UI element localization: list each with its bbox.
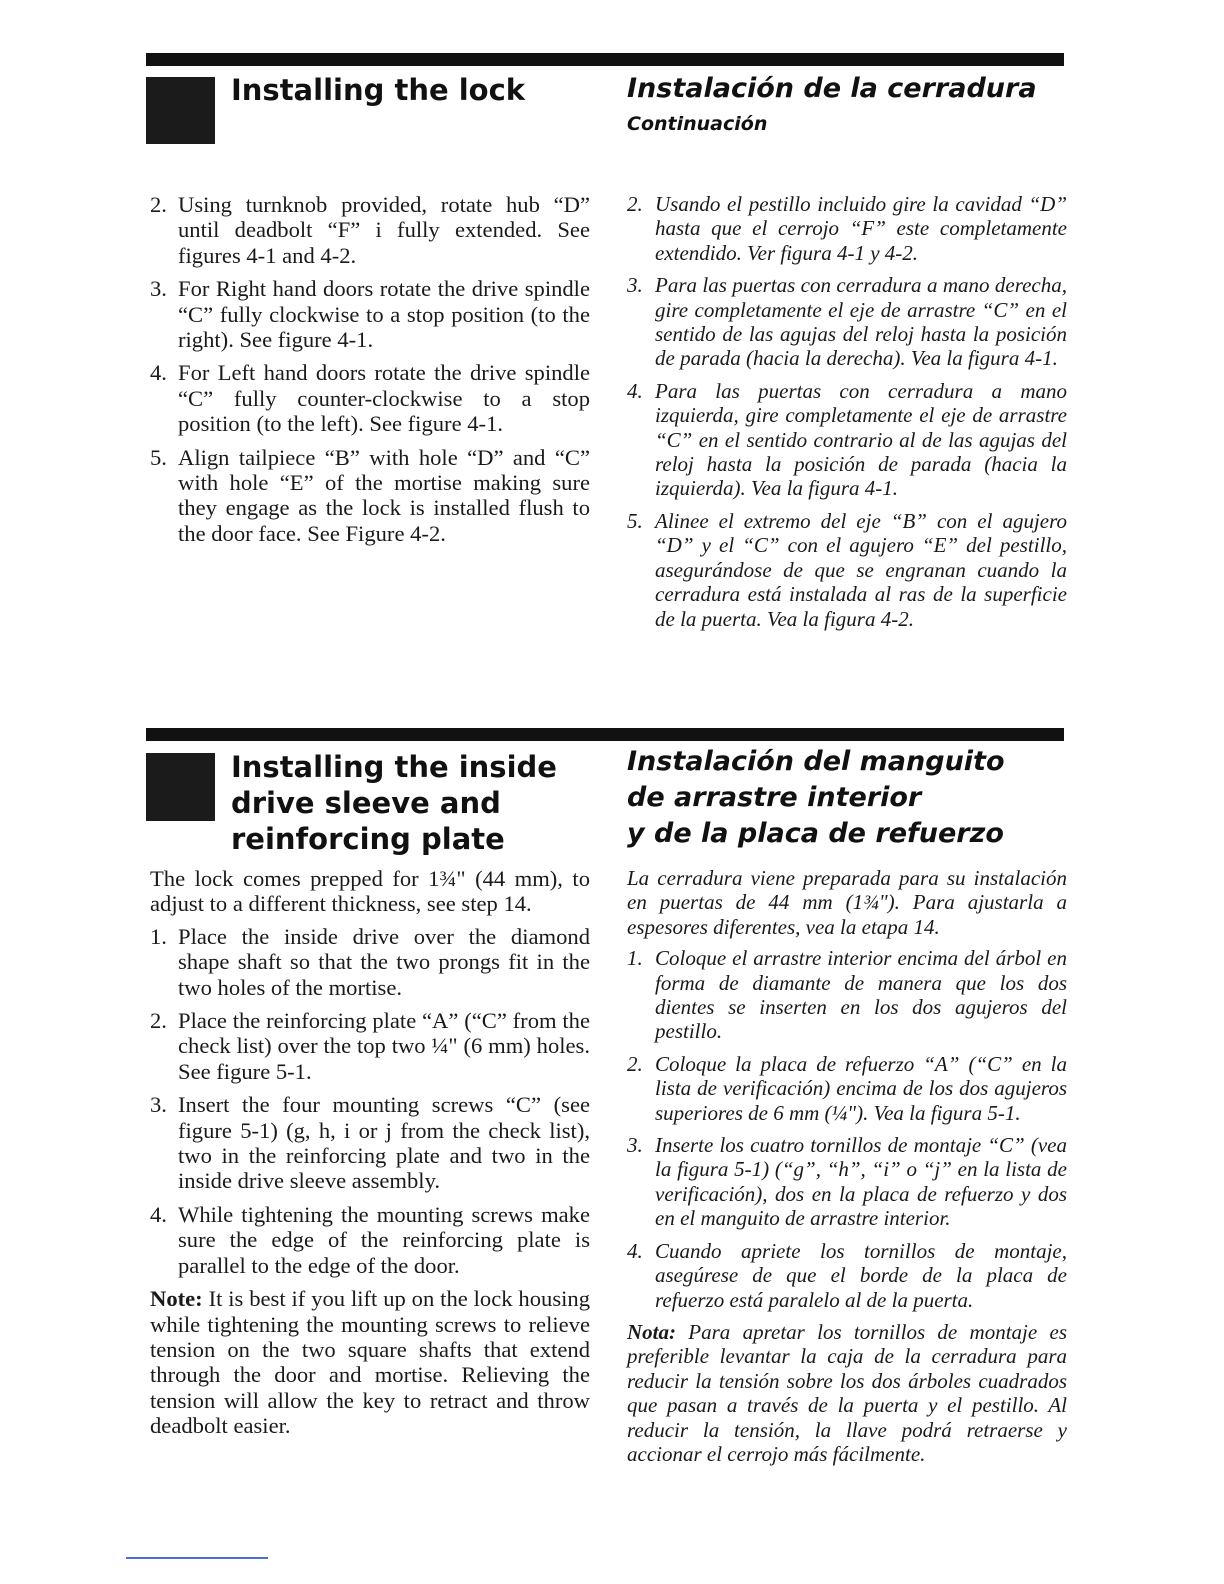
step-number: 5.	[150, 444, 167, 470]
section-title-line: y de la placa de refuerzo	[627, 818, 1004, 849]
step-text: Para las puertas con cerradura a mano derecha, gire completamente el eje de arrastre “C” en el sentido de las agujas del reloj hasta la posición de parada (hacia la derecha). Vea la figura 4-1.	[655, 273, 1067, 371]
step-text: Usando el pestillo incluido gire la cavidad “D” hasta que el cerrojo “F” este completamente extendido. Ver figura 4-1 y 4-2.	[655, 192, 1067, 265]
list-item	[627, 1052, 1067, 1125]
step-text: Inserte los cuatro tornillos de montaje “C” (vea la figura 5-1) (“g”, “h”, “i” o “j” en la lista de verificación), dos en la placa de refuerzo y dos en el manguito de arrastre interior.	[655, 1133, 1067, 1231]
step-number: 4.	[150, 1201, 167, 1227]
section-marker-block	[146, 753, 215, 821]
note-label: Note:	[150, 1286, 203, 1312]
note-label: Nota:	[627, 1319, 676, 1344]
step-number: 4.	[627, 378, 643, 403]
list-item	[627, 946, 1067, 1044]
step-text: Para las puertas con cerradura a mano izquierda, gire completamente el eje de arrastre “C” en el sentido contrario al de las agujas del reloj hasta la posición de parada (hacia la izquierda). Vea la figura 4-1.	[655, 378, 1067, 501]
step-text: Using turnknob provided, rotate hub “D” until deadbolt “F” i fully extended. See figures 4-1 and 4-2.	[178, 192, 590, 268]
step-number: 1.	[627, 946, 643, 971]
step-text: Align tailpiece “B” with hole “D” and “C” with hole “E” of the mortise making sure they engage as the lock is installed flush to the door face. See Figure 4-2.	[178, 444, 590, 546]
step-number: 2.	[150, 192, 167, 217]
note-paragraph	[627, 1320, 1067, 1466]
note-text: It is best if you lift up on the lock housing while tightening the mounting screws to relieve tension on the two square shafts that extend through the door and mortise. Relieving the tension will allow the key to retract and throw deadbolt easier.	[150, 1286, 590, 1439]
section-subtitle-es: Continuación	[627, 113, 768, 135]
intro-paragraph: The lock comes prepped for 1¾" (44 mm), to adjust to a different thickness, see step 14.	[150, 866, 590, 917]
section-title-line: reinforcing plate	[231, 822, 505, 856]
section-title-en: Installing the lock	[231, 73, 526, 107]
list-item	[150, 276, 590, 352]
steps-list-es	[627, 192, 1067, 631]
section-title-line: de arrastre interior	[627, 782, 922, 813]
step-number: 3.	[150, 276, 167, 302]
section-title-line: drive sleeve and	[231, 786, 501, 820]
steps-list-en	[150, 192, 590, 546]
list-item	[150, 192, 590, 268]
list-item	[150, 1202, 590, 1278]
steps-list-en	[150, 924, 590, 1278]
list-item	[150, 445, 590, 547]
steps-column-en	[150, 192, 590, 554]
step-text: For Right hand doors rotate the drive spindle “C” fully clockwise to a stop position (to the right). See figure 4-1.	[178, 276, 590, 353]
list-item	[627, 379, 1067, 501]
step-number: 3.	[627, 1133, 643, 1158]
step-number: 1.	[150, 923, 167, 949]
list-item	[627, 192, 1067, 265]
list-item	[150, 1008, 590, 1084]
step-text: Alinee el extremo del eje “B” con el agujero “D” y el “C” con el agujero “E” del pestillo, asegurándose de que se engranan cuando la cerradura está instalada al ras de la superficie de la puerta. Vea la figura 4-2.	[655, 508, 1067, 631]
step-text: Place the reinforcing plate “A” (“C” from the check list) over the top two ¼" (6 mm) holes. See figure 5-1.	[178, 1008, 590, 1084]
body-column-en	[150, 866, 590, 1446]
steps-list-es	[627, 946, 1067, 1312]
step-number: 2.	[627, 192, 643, 216]
section-title-line: Instalación del manguito	[627, 746, 1005, 777]
section-title-line: Installing the inside	[231, 750, 557, 784]
step-number: 3.	[627, 273, 643, 298]
step-number: 2.	[150, 1008, 167, 1034]
footer-link-underline	[126, 1557, 268, 1559]
step-text: For Left hand doors rotate the drive spindle “C” fully counter-clockwise to a stop position (to the left). See figure 4-1.	[178, 360, 590, 437]
steps-column-es	[627, 192, 1067, 639]
section-divider-top	[146, 53, 1064, 66]
step-number: 2.	[627, 1051, 643, 1076]
intro-paragraph: La cerradura viene preparada para su instalación en puertas de 44 mm (1¾"). Para ajustarla a espesores diferentes, vea la etapa 14.	[627, 866, 1067, 939]
step-number: 3.	[150, 1092, 167, 1118]
step-text: Insert the four mounting screws “C” (see figure 5-1) (g, h, i or j from the check list), two in the reinforcing plate and two in the inside drive sleeve assembly.	[178, 1092, 590, 1194]
list-item	[150, 360, 590, 436]
section-title-en	[231, 749, 557, 857]
note-paragraph	[150, 1286, 590, 1438]
step-number: 4.	[150, 360, 167, 386]
list-item	[150, 924, 590, 1000]
step-text: Place the inside drive over the diamond shape shaft so that the two prongs fit in the two holes of the mortise.	[178, 923, 590, 1000]
step-text: Cuando apriete los tornillos de montaje, asegúrese de que el borde de la placa de refuerzo está paralelo al de la puerta.	[655, 1238, 1067, 1312]
list-item	[150, 1092, 590, 1194]
list-item	[627, 1239, 1067, 1312]
body-column-es	[627, 866, 1067, 1473]
step-number: 5.	[627, 508, 643, 533]
step-number: 4.	[627, 1238, 643, 1263]
note-text: Para apretar los tornillos de montaje es preferible levantar la caja de la cerradura para reducir la tensión sobre los dos árboles cuadrados que pasan a través de la puerta y el pestillo. Al reducir la tensión, la llave podrá retraerse y accionar el cerrojo más fácilmente.	[627, 1319, 1067, 1466]
list-item	[627, 273, 1067, 371]
section-title-es: Instalación de la cerradura	[627, 73, 1037, 104]
step-text: While tightening the mounting screws make sure the edge of the reinforcing plate is parallel to the edge of the door.	[178, 1201, 590, 1278]
list-item	[627, 1133, 1067, 1231]
section-divider-middle	[146, 728, 1064, 741]
list-item	[627, 509, 1067, 631]
section-title-es	[627, 744, 1005, 852]
step-text: Coloque la placa de refuerzo “A” (“C” en la lista de verificación) encima de los dos agujeros superiores de 6 mm (¼"). Vea la figura 5-1.	[655, 1051, 1067, 1125]
section-marker-block	[146, 77, 215, 144]
step-text: Coloque el arrastre interior encima del árbol en forma de diamante de manera que los dos dientes se inserten en los dos agujeros del pestillo.	[655, 946, 1067, 1044]
